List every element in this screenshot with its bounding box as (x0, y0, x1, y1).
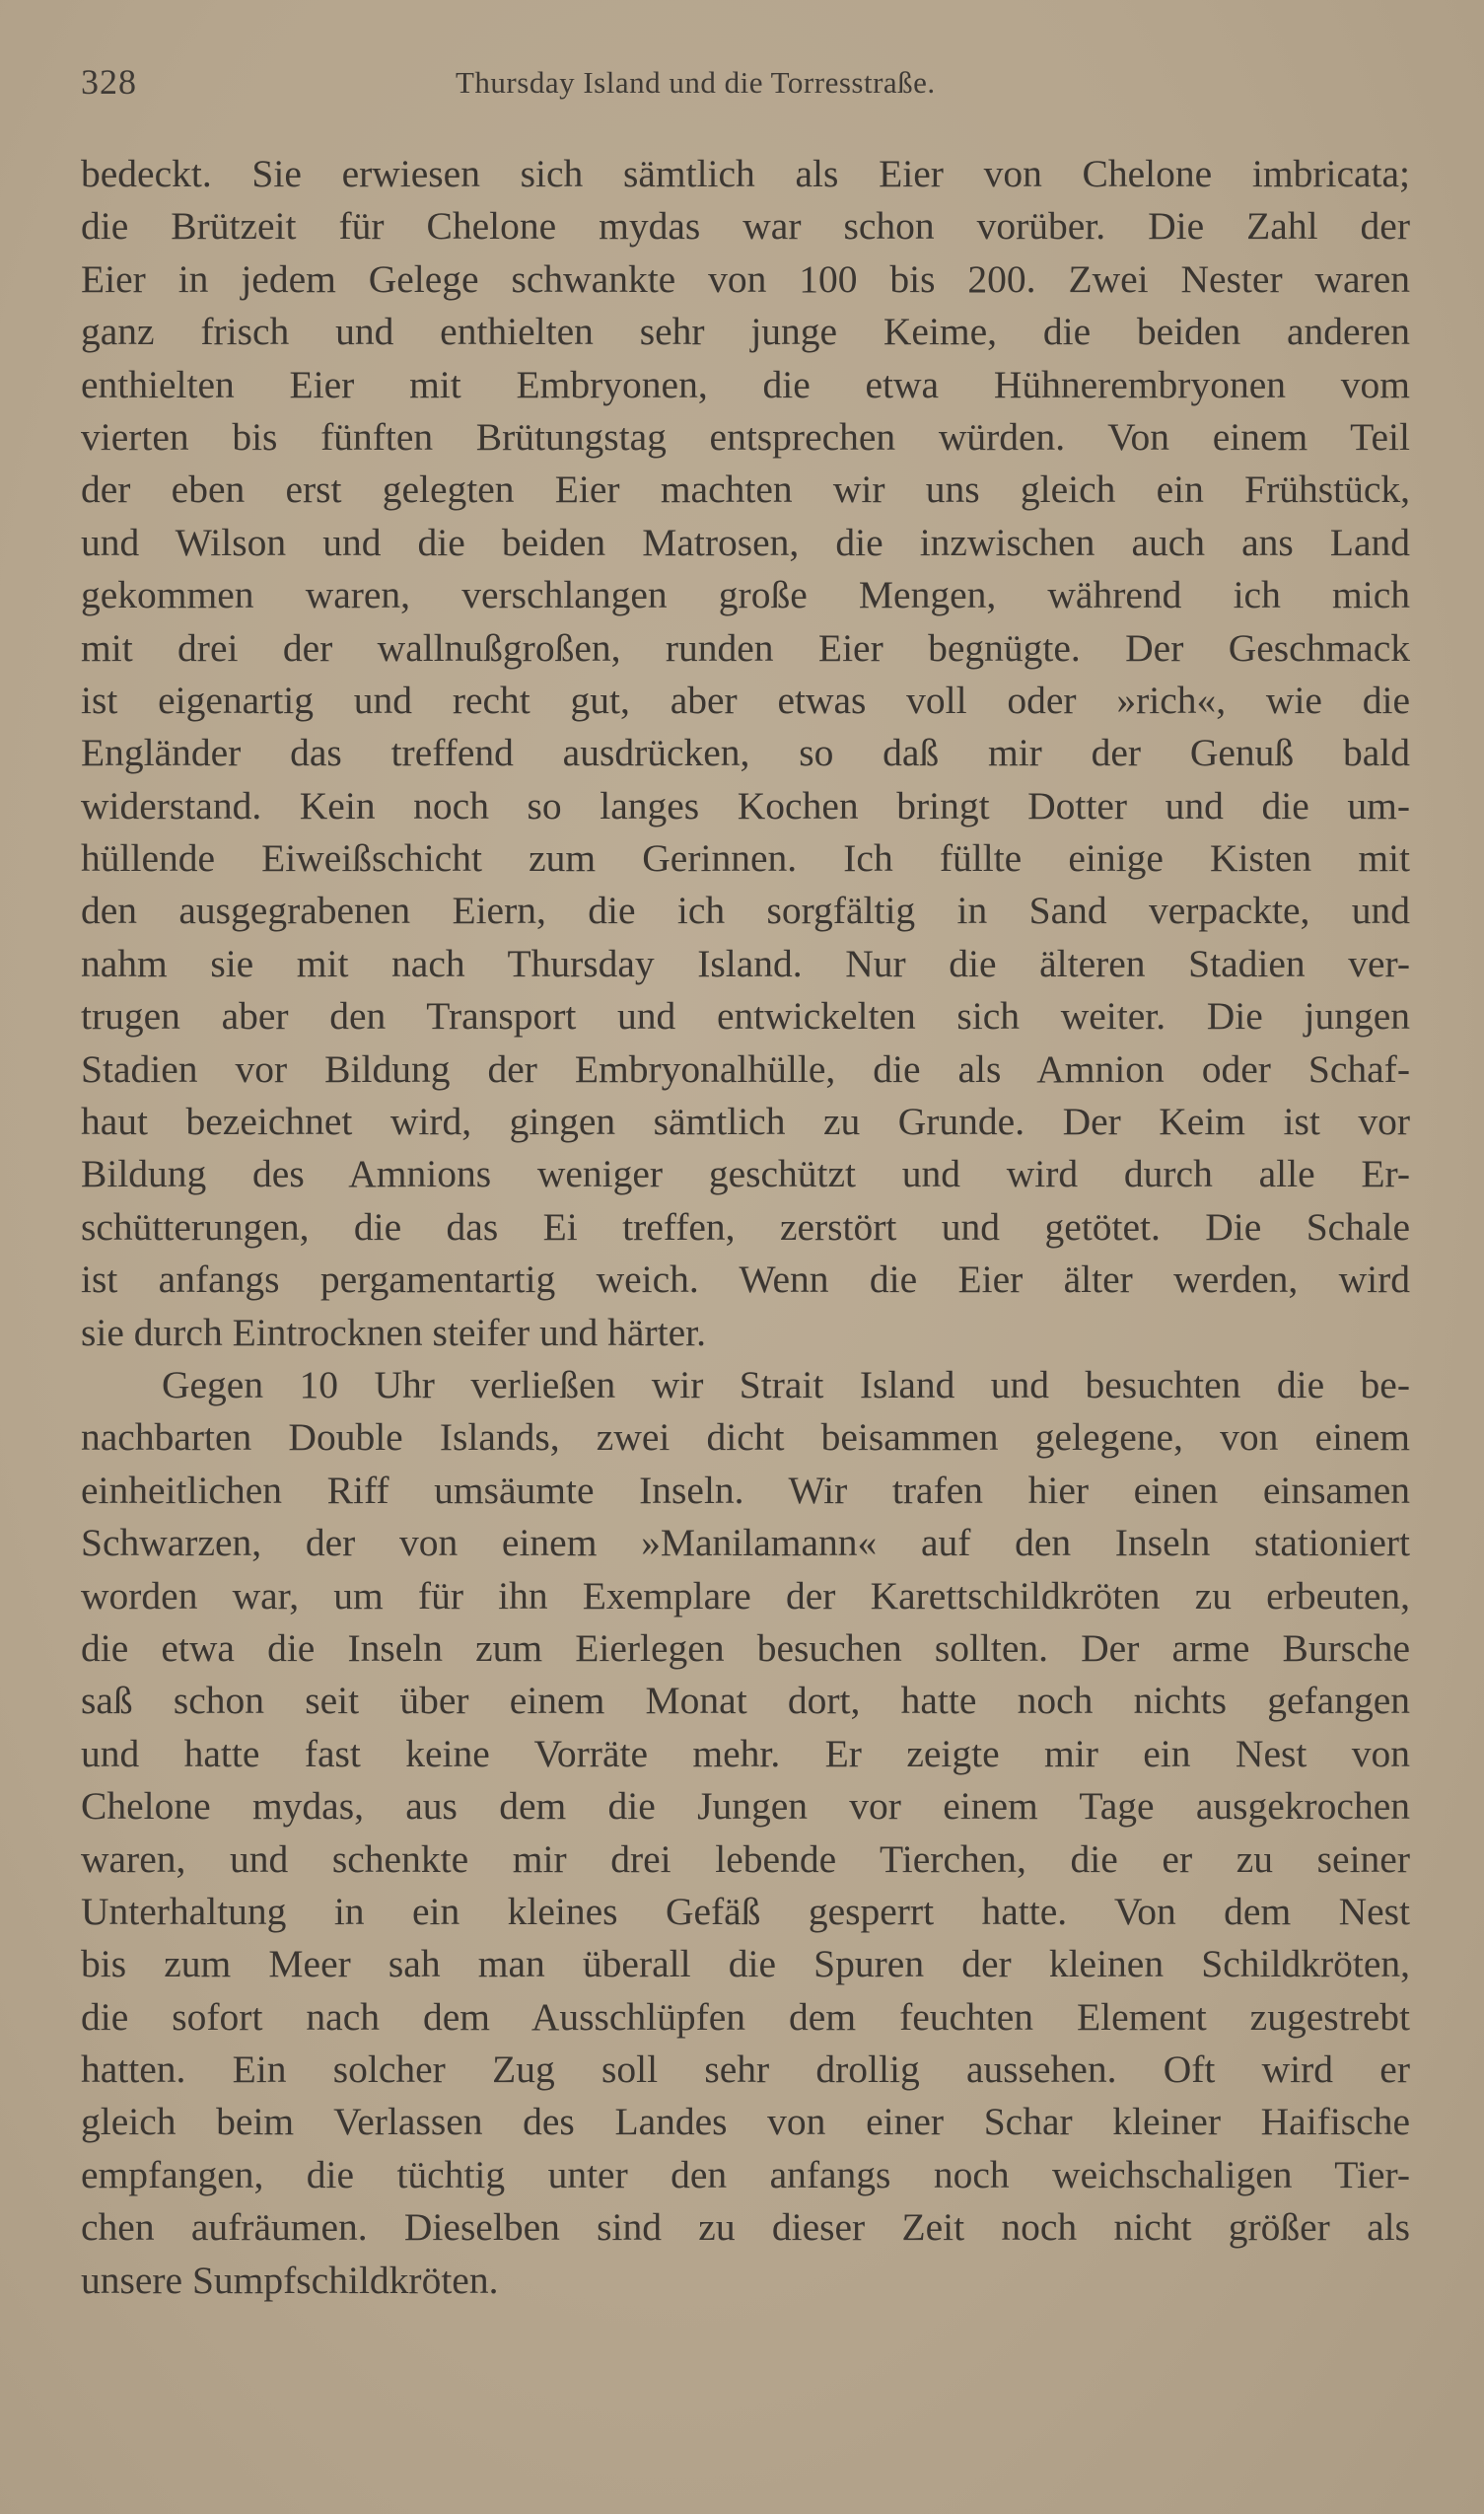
text-line: bis zum Meer sah man überall die Spuren der kleinen Schildkröten, (81, 1942, 1410, 1986)
text-line: und hatte fast keine Vorräte mehr. Er zeigte mir ein Nest von (81, 1731, 1410, 1775)
text-line: ist eigenartig und recht gut, aber etwas voll oder »rich«, wie die (81, 678, 1410, 722)
text-line: enthielten Eier mit Embryonen, die etwa Hühnerembryonen vom (81, 362, 1410, 406)
text-line: Eier in jedem Gelege schwankte von 100 bis 200. Zwei Nester waren (81, 256, 1410, 301)
text-line: nahm sie mit nach Thursday Island. Nur die älteren Stadien ver- (81, 941, 1410, 985)
text-line: Engländer das treffend ausdrücken, so daß mir der Genuß bald (81, 731, 1410, 775)
paragraph-1 (81, 148, 1410, 1359)
text-line: einheitlichen Riff umsäumte Inseln. Wir trafen hier einen einsamen (81, 1468, 1410, 1512)
text-line: mit drei der wallnußgroßen, runden Eier begnügte. Der Geschmack (81, 625, 1410, 670)
text-line: Schwarzen, der von einem »Manilamann« auf den Inseln stationiert (81, 1521, 1410, 1565)
text-line: worden war, um für ihn Exemplare der Karettschildkröten zu erbeuten, (81, 1573, 1410, 1617)
body-text (81, 148, 1410, 2307)
text-line: hatten. Ein solcher Zug soll sehr drollig aussehen. Oft wird er (81, 2047, 1410, 2092)
text-line: die sofort nach dem Ausschlüpfen dem feuchten Element zugestrebt (81, 1994, 1410, 2039)
text-line: den ausgegrabenen Eiern, die ich sorgfältig in Sand verpackte, und (81, 889, 1410, 933)
paragraph-2 (81, 1359, 1410, 2307)
text-line: Chelone mydas, aus dem die Jungen vor einem Tage ausgekrochen (81, 1784, 1410, 1829)
page-header (81, 61, 1422, 110)
text-line: der eben erst gelegten Eier machten wir uns gleich ein Frühstück, (81, 467, 1410, 512)
text-line: waren, und schenkte mir drei lebende Tierchen, die er zu seiner (81, 1836, 1410, 1881)
text-line: bedeckt. Sie erwiesen sich sämtlich als Eier von Chelone imbricata; (81, 152, 1410, 195)
text-line: die etwa die Inseln zum Eierlegen besuchen sollten. Der arme Bursche (81, 1625, 1410, 1670)
text-line: trugen aber den Transport und entwickelten sich weiter. Die jungen (81, 994, 1410, 1039)
text-line: Unterhaltung in ein kleines Gefäß gesperrt hatte. Von dem Nest (81, 1889, 1410, 1933)
text-line: gleich beim Verlassen des Landes von einer Schar kleiner Haifische (81, 2100, 1410, 2144)
text-line: Stadien vor Bildung der Embryonalhülle, die als Amnion oder Schaf- (81, 1046, 1410, 1091)
text-line: nachbarten Double Islands, zwei dicht beisammen gelegene, von einem (81, 1415, 1410, 1460)
text-line: saß schon seit über einem Monat dort, hatte noch nichts gefangen (81, 1679, 1410, 1723)
text-line: unsere Sumpfschildkröten. (81, 2258, 499, 2302)
text-line: und Wilson und die beiden Matrosen, die inzwischen auch ans Land (81, 520, 1410, 564)
text-line: schütterungen, die das Ei treffen, zerstört und getötet. Die Schale (81, 1204, 1410, 1249)
running-title: Thursday Island und die Torresstraße. (456, 65, 936, 100)
text-line: Bildung des Amnions weniger geschützt und wird durch alle Er- (81, 1152, 1410, 1196)
text-line: ist anfangs pergamentartig weich. Wenn die Eier älter werden, wird (81, 1257, 1410, 1302)
text-line: sie durch Eintrocknen steifer und härter. (81, 1310, 706, 1354)
text-line: haut bezeichnet wird, gingen sämtlich zu Grunde. Der Keim ist vor (81, 1100, 1410, 1144)
text-line: empfangen, die tüchtig unter den anfangs noch weichschaligen Tier- (81, 2152, 1410, 2196)
text-line: die Brützeit für Chelone mydas war schon vorüber. Die Zahl der (81, 204, 1410, 249)
text-line: gekommen waren, verschlangen große Mengen, während ich mich (81, 573, 1410, 617)
text-line: chen aufräumen. Dieselben sind zu dieser Zeit noch nicht größer als (81, 2205, 1410, 2250)
text-line: vierten bis fünften Brütungstag entsprechen würden. Von einem Teil (81, 414, 1410, 459)
text-line: hüllende Eiweißschicht zum Gerinnen. Ich füllte einige Kisten mit (81, 836, 1410, 881)
text-line: ganz frisch und enthielten sehr junge Keime, die beiden anderen (81, 310, 1410, 354)
text-line: widerstand. Kein noch so langes Kochen bringt Dotter und die um- (81, 783, 1410, 827)
page-number: 328 (81, 62, 137, 102)
text-line: Gegen 10 Uhr verließen wir Strait Island und besuchten die be- (162, 1362, 1410, 1406)
